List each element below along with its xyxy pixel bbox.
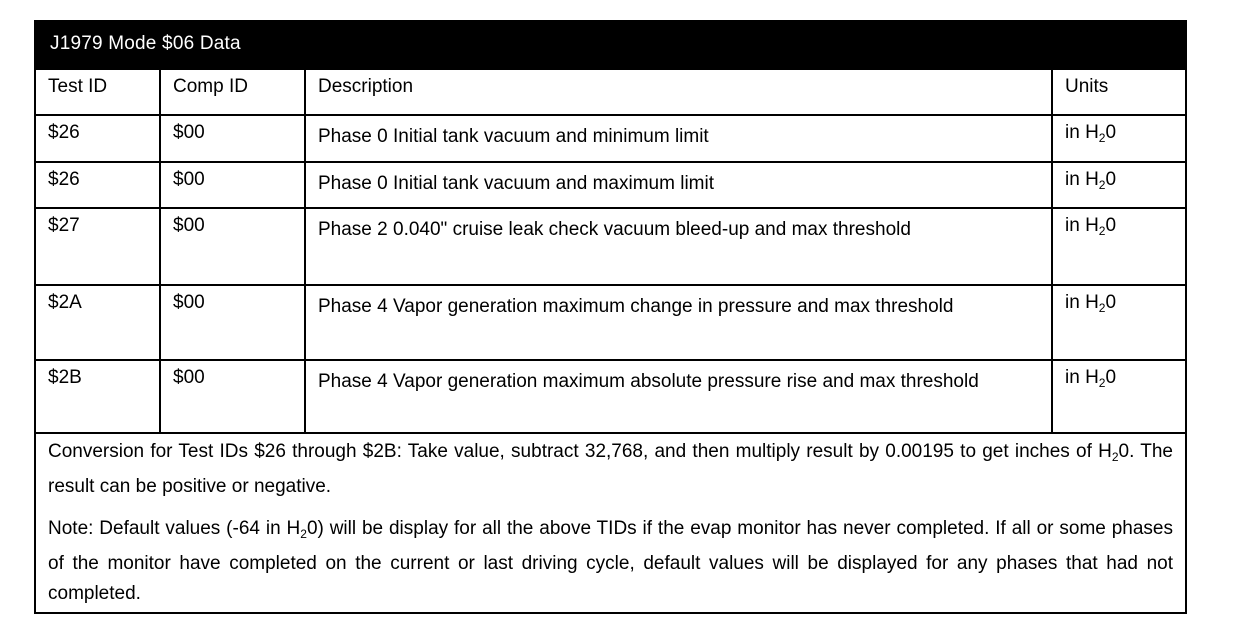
- units-prefix: in H: [1065, 215, 1099, 236]
- units-cell: [1052, 115, 1187, 162]
- header-test-id: Test ID: [36, 70, 160, 115]
- comp-id-cell: $00: [160, 360, 305, 433]
- conversion-note-subscript: 2: [1111, 450, 1119, 464]
- comp-id-cell: $00: [160, 285, 305, 360]
- units-subscript: 2: [1098, 224, 1106, 238]
- default-values-note: [48, 514, 1173, 609]
- comp-id-cell: $00: [160, 115, 305, 162]
- table-row: [36, 285, 1187, 360]
- default-note-text: Note: Default values (-64 in H: [48, 518, 301, 539]
- conversion-note-text-end: 0. The result can be positive or negative.: [48, 441, 1173, 497]
- mode06-table-frame: [34, 20, 1187, 614]
- comp-id-cell: $00: [160, 208, 305, 285]
- table-row: [36, 162, 1187, 208]
- units-subscript: 2: [1098, 301, 1106, 315]
- description-cell: Phase 0 Initial tank vacuum and minimum limit: [305, 115, 1052, 162]
- units-cell: [1052, 208, 1187, 285]
- description-cell: Phase 4 Vapor generation maximum absolute pressure rise and max threshold: [305, 360, 1052, 433]
- description-cell: Phase 4 Vapor generation maximum change in pressure and max threshold: [305, 285, 1052, 360]
- test-id-cell: $27: [36, 208, 160, 285]
- header-units: Units: [1052, 70, 1187, 115]
- conversion-note-text: Conversion for Test IDs $26 through $2B: Take value, subtract 32,768, and then multiply result by 0.00195 to get inches of H: [48, 441, 1112, 462]
- units-suffix: 0: [1105, 122, 1117, 143]
- units-prefix: in H: [1065, 169, 1099, 190]
- description-cell: Phase 2 0.040" cruise leak check vacuum bleed-up and max threshold: [305, 208, 1052, 285]
- header-row: [36, 70, 1187, 115]
- table-row: [36, 360, 1187, 433]
- units-suffix: 0: [1105, 215, 1117, 236]
- units-subscript: 2: [1098, 178, 1106, 192]
- units-cell: [1052, 162, 1187, 208]
- header-description: Description: [305, 70, 1052, 115]
- conversion-note: [48, 437, 1173, 502]
- units-subscript: 2: [1098, 131, 1106, 145]
- header-comp-id: Comp ID: [160, 70, 305, 115]
- comp-id-cell: $00: [160, 162, 305, 208]
- units-prefix: in H: [1065, 292, 1099, 313]
- units-suffix: 0: [1105, 169, 1117, 190]
- units-suffix: 0: [1105, 367, 1117, 388]
- table-row: [36, 208, 1187, 285]
- table-title: J1979 Mode $06 Data: [36, 22, 1185, 70]
- notes-section: [36, 433, 1185, 609]
- default-note-subscript: 2: [300, 527, 307, 541]
- test-id-cell: $26: [36, 162, 160, 208]
- units-prefix: in H: [1065, 122, 1099, 143]
- test-id-cell: $2B: [36, 360, 160, 433]
- units-prefix: in H: [1065, 367, 1099, 388]
- description-cell: Phase 0 Initial tank vacuum and maximum limit: [305, 162, 1052, 208]
- mode06-data-table: [36, 70, 1187, 434]
- units-cell: [1052, 360, 1187, 433]
- table-row: [36, 115, 1187, 162]
- units-subscript: 2: [1098, 376, 1106, 390]
- units-cell: [1052, 285, 1187, 360]
- test-id-cell: $2A: [36, 285, 160, 360]
- units-suffix: 0: [1105, 292, 1117, 313]
- default-note-text-end: 0) will be display for all the above TIDs if the evap monitor has never completed. If all or some phases of the monitor have completed on the current or last driving cycle, default values will be displayed for any phases that had not completed.: [48, 518, 1173, 604]
- test-id-cell: $26: [36, 115, 160, 162]
